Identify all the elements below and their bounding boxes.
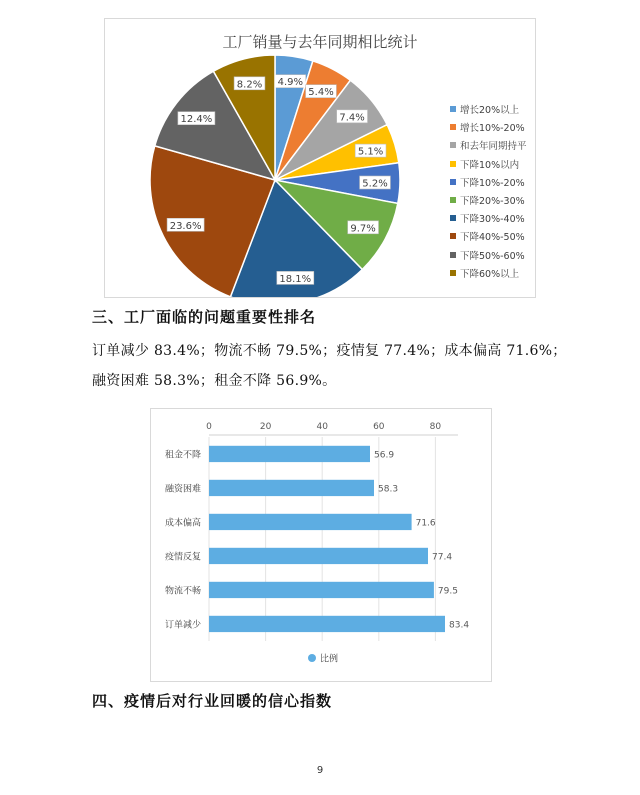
legend-label: 下降10%以内 [460, 159, 520, 171]
pie-chart-title: 工厂销量与去年同期相比统计 [222, 33, 418, 51]
legend-swatch [450, 124, 456, 130]
pie-legend-item [450, 136, 527, 154]
bar-value-label: 56.9 [374, 450, 395, 461]
pie-legend-item [450, 173, 527, 191]
legend-label: 增长10%-20% [460, 123, 525, 135]
pie-data-label: 7.4% [339, 112, 365, 124]
pie-data-label: 4.9% [277, 77, 304, 89]
pie-legend-item [450, 118, 527, 136]
bar-0 [209, 446, 370, 462]
bar-legend-label: 比例 [320, 654, 339, 665]
pie-legend-item [450, 100, 527, 118]
bar-value-label: 77.4 [432, 552, 453, 563]
pie-data-label: 12.4% [180, 114, 213, 126]
bar-value-label: 58.3 [378, 484, 399, 495]
pie-data-label: 8.2% [236, 79, 263, 91]
bar-3 [209, 548, 428, 564]
bar-category-label: 成本偏高 [164, 518, 201, 529]
pie-legend-item [450, 191, 527, 209]
bar-x-tick: 80 [429, 422, 442, 432]
pie-legend-item [450, 246, 527, 264]
bar-2 [209, 514, 412, 530]
pie-legend-item [450, 227, 527, 245]
legend-swatch [450, 106, 456, 112]
pie-legend-item [450, 264, 527, 282]
bar-value-label: 83.4 [449, 620, 470, 631]
bar-category-label: 租金不降 [164, 450, 201, 461]
bar-1 [209, 480, 374, 496]
legend-label: 增长20%以上 [460, 105, 520, 117]
legend-swatch [450, 270, 456, 276]
pie-legend-item [450, 155, 527, 173]
legend-swatch [450, 252, 456, 258]
bar-category-label: 订单减少 [164, 620, 201, 631]
pie-chart [104, 18, 536, 298]
pie-data-label: 18.1% [279, 273, 312, 285]
legend-label: 下降40%-50% [460, 232, 525, 244]
bar-x-tick: 0 [206, 422, 212, 432]
pie-data-label: 5.1% [357, 146, 384, 158]
pie-data-label: 9.7% [350, 223, 376, 235]
bar-legend-marker [308, 654, 316, 662]
legend-swatch [450, 197, 456, 203]
pie-data-label: 5.4% [308, 87, 334, 99]
legend-label: 下降50%-60% [460, 250, 525, 262]
legend-swatch [450, 142, 456, 148]
legend-label: 下降60%以上 [460, 268, 520, 280]
bar-category-label: 融资困难 [164, 484, 201, 495]
section-3-text-line-1: 订单减少 83.4%；物流不畅 79.5%；疫情复 77.4%；成本偏高 71.6%； [92, 343, 567, 359]
legend-swatch [450, 179, 456, 185]
bar-value-label: 79.5 [437, 586, 458, 597]
bar-x-tick: 60 [373, 422, 385, 432]
legend-swatch [450, 233, 456, 239]
pie-legend-item [450, 209, 527, 227]
bar-x-tick: 20 [259, 422, 272, 432]
page-number: 9 [316, 765, 324, 776]
bar-category-label: 疫情反复 [164, 552, 201, 563]
bar-category-label: 物流不畅 [164, 586, 201, 597]
bar-4 [209, 582, 434, 598]
legend-label: 下降20%-30% [460, 196, 525, 208]
pie-data-label: 23.6% [169, 220, 202, 232]
legend-label: 下降10%-20% [460, 177, 525, 189]
bar-chart-canvas [151, 409, 491, 681]
pie-chart-legend [450, 100, 527, 282]
legend-label: 下降30%-40% [460, 214, 525, 226]
section-3-heading: 三、工厂面临的问题重要性排名 [92, 308, 317, 326]
bar-x-tick: 40 [316, 422, 328, 432]
section-4-heading: 四、疫情后对行业回暖的信心指数 [92, 692, 333, 710]
bar-5 [209, 616, 445, 632]
bar-value-label: 71.6 [415, 518, 436, 529]
bar-chart [150, 408, 492, 682]
legend-swatch [450, 161, 456, 167]
legend-swatch [450, 215, 456, 221]
section-3-text-line-2: 融资困难 58.3%；租金不降 56.9%。 [92, 373, 337, 389]
legend-label: 和去年同期持平 [460, 141, 527, 153]
pie-data-label: 5.2% [362, 178, 388, 190]
